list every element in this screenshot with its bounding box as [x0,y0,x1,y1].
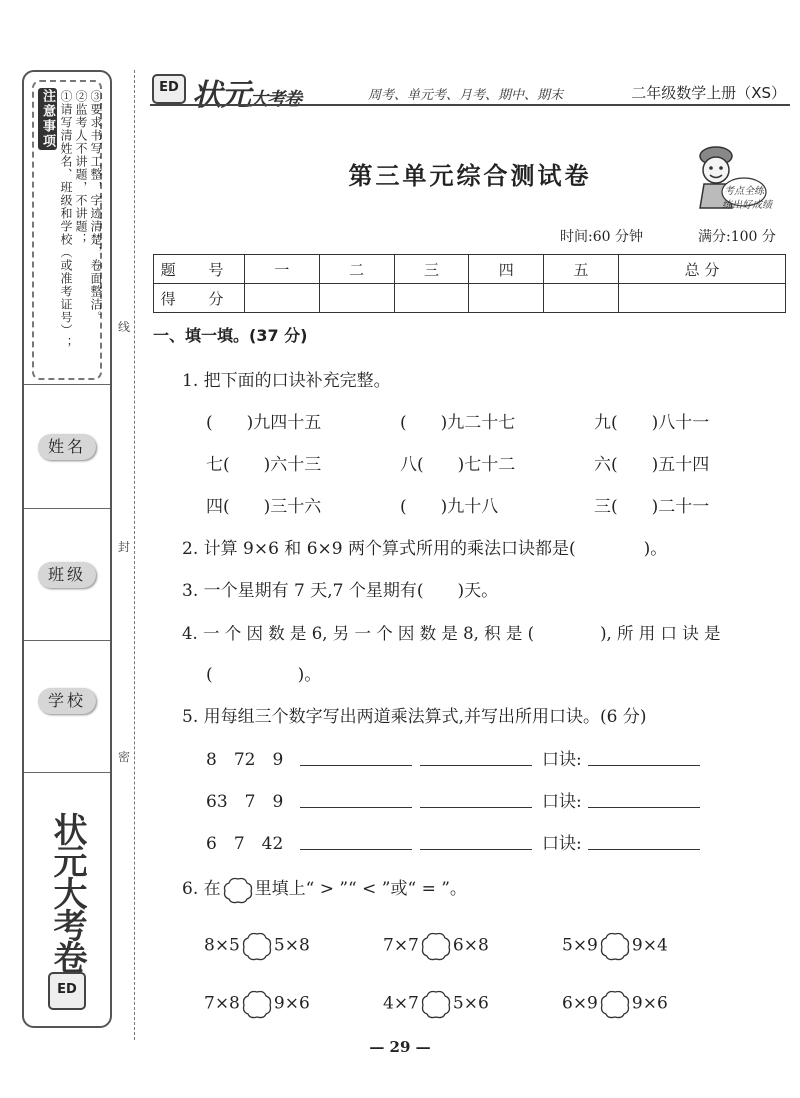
notice-box [32,80,102,380]
cloud-box-icon [221,875,255,905]
page-number: — 29 — [369,1038,431,1056]
compare-right: 9×4 [631,935,668,956]
score-input-cell[interactable] [544,284,619,313]
mascot-caption-1: 考点全练 [724,186,764,197]
q5-number-group: 63 7 9 [206,792,284,812]
score-table-cell: 总 分 [618,255,785,284]
left-margin-panel [22,70,112,1028]
header-tags: 周考、单元考、月考、期中、期末 [368,88,564,103]
compare-left: 6×9 [562,993,598,1014]
cut-line [134,70,135,1040]
cut-mark-feng: 封 [118,540,131,554]
compare-cloud-input[interactable] [240,988,274,1020]
compare-right: 9×6 [273,993,310,1014]
equation-blank[interactable] [300,849,412,850]
cut-mark-xian: 线 [118,320,131,334]
field-separator [24,384,110,385]
page-title: 第三单元综合测试卷 [348,162,592,190]
notice-line-3: ③要求书写工整，字迹清楚，卷面整洁。 [89,90,103,324]
compare-item [204,988,310,1020]
mascot-caption-2: 练出好成绩 [722,200,772,211]
class-field-label: 班级 [38,562,96,588]
compare-right: 5×6 [452,993,489,1014]
equation-blank[interactable] [300,765,412,766]
notice-line-1: ①请写清姓名、班级和学校（或准考证号）； [59,90,73,350]
score-table-cell: 三 [394,255,469,284]
formula-label: 口诀: [542,834,582,854]
equation-blank[interactable] [420,807,532,808]
formula-blank[interactable] [588,849,700,850]
exam-time: 时间:60 分钟 [560,229,643,245]
question-4-line-1: 4. 一 个 因 数 是 6, 另 一 个 因 数 是 8, 积 是 ( ), 所 用 口 诀 是 [182,624,721,643]
compare-item [562,930,668,962]
compare-cloud-input[interactable] [598,988,632,1020]
score-table-score-row [154,284,786,313]
score-input-cell[interactable] [245,284,320,313]
brand-logo-icon: ED [152,74,186,104]
compare-right: 5×8 [273,935,310,956]
compare-left: 8×5 [204,935,240,956]
q5-number-group: 6 7 42 [206,834,284,854]
compare-cloud-input[interactable] [598,930,632,962]
score-table-header-row [154,255,786,284]
score-input-cell[interactable] [319,284,394,313]
score-table-cell: 五 [544,255,619,284]
q5-number-group: 8 72 9 [206,750,284,770]
question-4-line-2: ( )。 [206,665,322,685]
q1-item: ( )九十八 [400,497,499,517]
question-5: 5. 用每组三个数字写出两道乘法算式,并写出所用口诀。(6 分) [182,707,647,727]
compare-left: 7×8 [204,993,240,1014]
header-grade: 二年级数学上册（XS） [631,84,786,102]
name-field-label: 姓名 [38,434,96,460]
q1-item: 六( )五十四 [594,455,710,475]
score-table-cell: 一 [245,255,320,284]
equation-blank[interactable] [300,807,412,808]
compare-right: 6×8 [452,935,489,956]
question-3: 3. 一个星期有 7 天,7 个星期有( )天。 [182,581,499,601]
q1-item: ( )九二十七 [400,413,516,433]
equation-blank[interactable] [420,849,532,850]
compare-left: 5×9 [562,935,598,956]
field-separator [24,640,110,641]
exam-full-score: 满分:100 分 [698,229,776,245]
score-table [153,254,786,313]
side-brand-mark: ED [48,972,86,1010]
q1-item: 八( )七十二 [400,455,516,475]
formula-blank[interactable] [588,807,700,808]
score-table-cell: 二 [319,255,394,284]
compare-cloud-input[interactable] [240,930,274,962]
compare-item [383,930,489,962]
compare-item [204,930,310,962]
notice-line-2: ②监考人不讲题，不讲题； [74,90,88,246]
field-separator [24,772,110,773]
compare-left: 4×7 [383,993,419,1014]
score-input-cell[interactable] [618,284,785,313]
q1-item: 三( )二十一 [594,497,710,517]
question-2: 2. 计算 9×6 和 6×9 两个算式所用的乘法口诀都是( )。 [182,539,668,559]
q6-text-after: 里填上“ > ”“ < ”或“ = ”。 [254,879,467,899]
compare-item [562,988,668,1020]
school-field-label: 学校 [38,688,96,714]
score-table-cell: 四 [469,255,544,284]
score-input-cell[interactable] [394,284,469,313]
formula-blank[interactable] [588,765,700,766]
header-rule [150,104,790,106]
compare-left: 7×7 [383,935,419,956]
notice-title: 注意事项 [40,89,55,149]
q1-item: 七( )六十三 [206,455,322,475]
formula-label: 口诀: [542,750,582,770]
cut-mark-mi: 密 [118,750,131,764]
formula-label: 口诀: [542,792,582,812]
side-logo: 状元大考卷 [47,812,87,972]
score-table-cell: 题 号 [154,255,245,284]
compare-right: 9×6 [631,993,668,1014]
q1-item: 九( )八十一 [594,413,710,433]
question-6 [182,874,467,905]
compare-cloud-input[interactable] [419,930,453,962]
q1-item: 四( )三十六 [206,497,322,517]
score-input-cell[interactable] [469,284,544,313]
q6-text-before: 6. 在 [182,879,221,899]
section-title: 一、填一填。(37 分) [153,326,308,345]
brand-title: 状元大考卷 [192,78,301,113]
score-table-cell: 得 分 [154,284,245,313]
question-1: 1. 把下面的口诀补充完整。 [182,371,391,391]
compare-cloud-input[interactable] [419,988,453,1020]
q1-item: ( )九四十五 [206,413,322,433]
field-separator [24,508,110,509]
compare-item [383,988,489,1020]
equation-blank[interactable] [420,765,532,766]
